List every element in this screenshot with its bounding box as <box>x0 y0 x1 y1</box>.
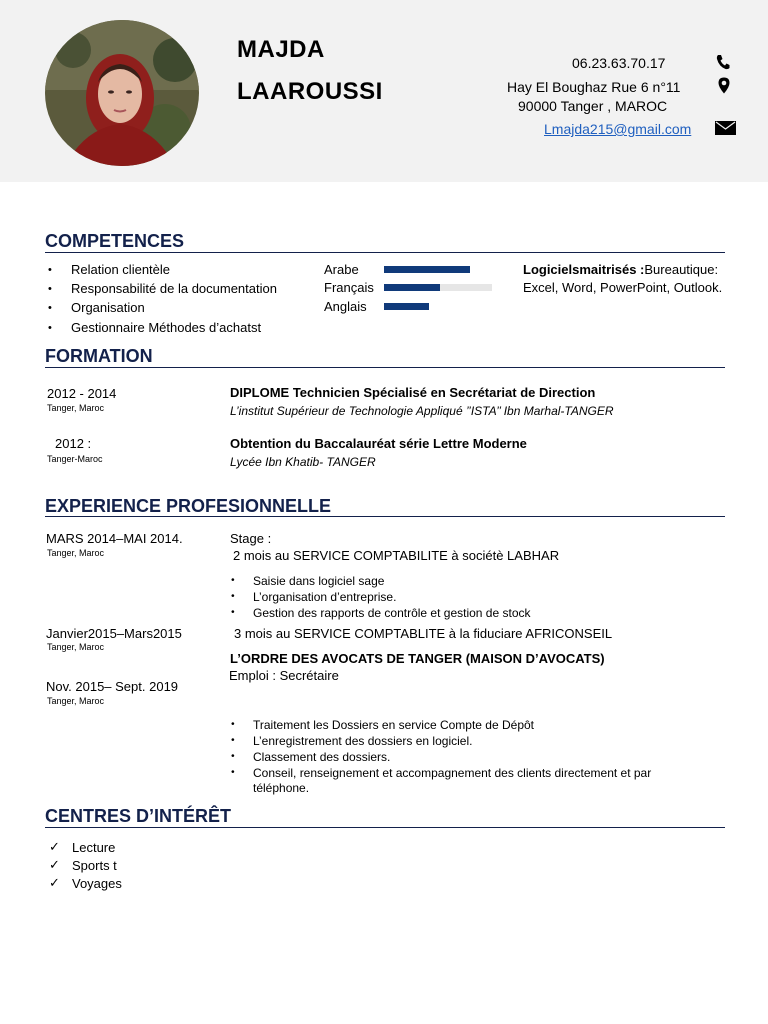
bullet-dot: • <box>48 283 52 295</box>
last-name: LAAROUSSI <box>237 78 383 105</box>
interest-item: Sports t <box>72 858 117 873</box>
experience-rule <box>45 516 725 517</box>
language-name: Arabe <box>324 262 359 277</box>
language-bar-track <box>384 303 492 310</box>
bullet-dot: • <box>231 751 235 762</box>
interests-title: CENTRES D’INTÉRÊT <box>45 806 232 826</box>
task-item: Classement des dossiers. <box>253 750 391 764</box>
language-bar-track <box>384 266 492 273</box>
formation-degree: DIPLOME Technicien Spécialisé en Secrétariat de Direction <box>230 385 596 400</box>
check-icon: ✓ <box>49 875 60 890</box>
skill-item: Responsabilité de la documentation <box>71 281 277 296</box>
skill-item: Relation clientèle <box>71 262 171 277</box>
experience-title: EXPERIENCE PROFESIONNELLE <box>45 496 332 516</box>
bullet-dot: • <box>231 719 235 730</box>
interest-item: Lecture <box>72 840 116 855</box>
formation-date: 2012 - 2014 <box>47 386 117 401</box>
bullet-dot: • <box>231 607 235 618</box>
software-value: Bureautique: <box>644 262 719 277</box>
formation-degree: Obtention du Baccalauréat série Lettre Moderne <box>230 436 527 451</box>
task-item: L’organisation d’entreprise. <box>253 590 397 604</box>
experience-place: Tanger, Maroc <box>47 548 105 558</box>
envelope-icon <box>715 121 736 135</box>
task-item: Gestion des rapports de contrôle et gestion de stock <box>253 606 531 620</box>
address-line1: Hay El Boughaz Rue 6 n°11 <box>507 79 681 95</box>
email-link[interactable]: Lmajda215@gmail.com <box>544 121 692 137</box>
language-bar-fill <box>384 284 440 291</box>
bullet-dot: • <box>48 264 52 276</box>
language-bar-track <box>384 284 492 291</box>
job-role: Emploi : Secrétaire <box>229 668 339 683</box>
formation-school: Lycée Ibn Khatib- TANGER <box>230 455 376 469</box>
competences-title: COMPETENCES <box>45 231 185 251</box>
experience-place: Tanger, Maroc <box>47 696 105 706</box>
employer-name: L’ORDRE DES AVOCATS DE TANGER (MAISON D’AVOCATS) <box>230 651 605 666</box>
portrait-illustration <box>45 20 199 166</box>
task-item: L’enregistrement des dossiers en logiciel. <box>253 734 473 748</box>
software-line1 <box>523 262 718 277</box>
first-name: MAJDA <box>237 36 325 63</box>
language-name: Anglais <box>324 299 367 314</box>
language-bar-fill <box>384 266 470 273</box>
task-item: Saisie dans logiciel sage <box>253 574 385 588</box>
experience-date: Janvier2015–Mars2015 <box>46 626 182 641</box>
competences-rule <box>45 252 725 253</box>
experience-date: Nov. 2015– Sept. 2019 <box>46 679 179 694</box>
interests-rule <box>45 827 725 828</box>
formation-school: L’institut Supérieur de Technologie Appliqué ’’ISTA’’ Ibn Marhal-TANGER <box>230 404 614 418</box>
interest-item: Voyages <box>72 876 122 891</box>
skill-item: Organisation <box>71 300 145 315</box>
bullet-dot: • <box>48 322 52 334</box>
formation-place: Tanger, Maroc <box>47 403 105 413</box>
language-bar-fill <box>384 303 429 310</box>
bullet-dot: • <box>231 767 235 778</box>
stage-label: Stage : <box>230 531 272 546</box>
experience-date: MARS 2014–MAI 2014. <box>46 531 183 546</box>
formation-title: FORMATION <box>45 346 153 366</box>
check-icon: ✓ <box>49 839 60 854</box>
formation-rule <box>45 367 725 368</box>
formation-date: 2012 : <box>55 436 92 451</box>
bullet-dot: • <box>48 302 52 314</box>
phone-number: 06.23.63.70.17 <box>572 55 666 71</box>
check-icon: ✓ <box>49 857 60 872</box>
task-item: Traitement les Dossiers en service Compte de Dépôt <box>253 718 535 732</box>
location-pin-icon <box>718 77 730 94</box>
address-line2: 90000 Tanger , MAROC <box>518 98 668 114</box>
phone-icon <box>716 54 730 70</box>
language-name: Français <box>324 280 374 295</box>
bullet-dot: • <box>231 575 235 586</box>
bullet-dot: • <box>231 591 235 602</box>
task-item-continued: téléphone. <box>253 781 310 795</box>
software-line2: Excel, Word, PowerPoint, Outlook. <box>523 280 723 295</box>
profile-photo <box>45 20 199 166</box>
stage-description: 2 mois au SERVICE COMPTABILITE à sociétè LABHAR <box>233 548 560 563</box>
experience-place: Tanger, Maroc <box>47 642 105 652</box>
formation-place: Tanger-Maroc <box>47 454 103 464</box>
software-label: Logicielsmaitrisés : <box>523 262 645 277</box>
bullet-dot: • <box>231 735 235 746</box>
skill-item: Gestionnaire Méthodes d’achatst <box>71 320 262 335</box>
task-item: Conseil, renseignement et accompagnement des clients directement et par <box>253 766 652 780</box>
stage-description: 3 mois au SERVICE COMPTABLITE à la fiduciare AFRICONSEIL <box>234 626 613 641</box>
